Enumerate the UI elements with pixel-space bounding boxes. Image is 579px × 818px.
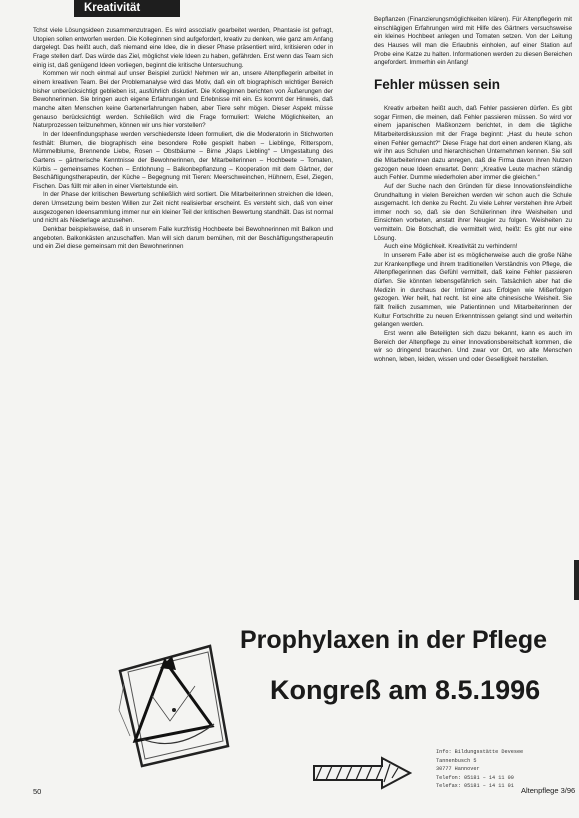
right-text-column: [374, 16, 572, 365]
page-edge-bar: [574, 560, 579, 600]
section-heading: Fehler müssen sein: [374, 76, 501, 92]
ad-address: [436, 748, 523, 791]
body-paragraph: In unserem Falle aber ist es möglicherweise auch die große Nähe zur Krankenpflege und ihrem traditionellen Verständnis von Pflege, die Altenpflegerinnen das Gefühl vermittelt, daß keine Fehler passieren dürfen. Sie könnten lebensgefährlich sein. Tatsächlich aber hat die Medizin in durchaus der Irrtümer aus Erfolgen wie Mißerfolgen gezogen. Wer heilt, hat recht. Ist eine alte chinesische Weisheit. Sie fällt freilich zusammen, wie Patientinnen und Mitarbeiterinnen der Kultur Fortschritte zu neuen Erkenntnissen gelangt sind und weiterhin gelangen werden.: [374, 252, 572, 329]
body-paragraph: Auf der Suche nach den Gründen für diese Innovationsfeindliche Grundhaltung in vielen Bereichen werden wir schon auch die Schule ausgemacht. Ich denke zu Recht. Zu viele Lehrer verstehen ihre Arbeit immer noch so, daß sie den Schülerinnen ihre Weisheiten und Einsichten vorbeten, anstatt ihrer Neugier zu folgen. Weisheiten zu vermitteln. Die Botschaft, die vermittelt wird, heißt: Es gibt nur eine Lösung.: [374, 182, 572, 242]
left-text-column: [33, 27, 333, 252]
triangle-sketch-illustration: [100, 626, 240, 781]
section-label: Kreativität: [74, 0, 180, 17]
intro-paragraph: Bepflanzen (Finanzierungsmöglichkeiten klären). Für Altenpflegerin mit einschlägigen Erfahrungen wird mit Hilfe des Gärtners versuchsweise ein kleines Hochbeet anlegen und Tomaten setzen. Von der Leitung des Hauses will man die Erlaubnis einholen, auf einer Station auf Probe eine Katze zu halten. Informationen werden zu diesen Bereichen angefordert. Immerhin ein Anfang!: [374, 16, 572, 67]
footer-source: Altenpflege 3/96: [521, 786, 576, 795]
ad-date: Kongreß am 8.5.1996: [270, 675, 541, 705]
body-paragraph: In der Phase der kritischen Bewertung schließlich wird sortiert. Die Mitarbeiterinnen streichen die Ideen, deren Umsetzung beim besten Willen zur Zeit nicht realisierbar erscheint. Es versteht sich, daß von einer ausgezogenen Ideensammlung immer nur ein kleiner Teil der kritischen Bewertung standhält. Das ist normal und nicht als Niederlage anzusehen.: [33, 191, 333, 225]
body-paragraph: In der Ideenfindungsphase werden verschiedenste Ideen formuliert, die die Moderatorin in Stichworten festhält: Blumen, die biographisch eine besondere Rolle gespielt haben – Lieblinge, Rittersporn, Mümmelblume, Brennende Liebe, Rosen – Obstbäume – Birne „Klaps Liebling“ – Umgestaltung des Gartens – gärtnerische Kenntnisse der Bewohnerinnen, der Mitarbeiterinnen – Hochbeete – Tomaten, Kürbis – gemeinsames Kochen – Entlohnung – Balkonbepflanzung – Kooperation mit dem Gärtner, der Beschäftigungstherapeutin, der Küche – Begegnung mit Tieren: Meerschweinchen, Hühnern, Esel, Ziegen, Fischen. Das füllt mir allen in einer Viertelstunde ein.: [33, 130, 333, 190]
body-paragraph: Auch eine Möglichkeit. Kreativität zu verhindern!: [384, 243, 518, 251]
right-body: [374, 105, 572, 365]
address-line: Telefon: 05181 – 14 11 00: [436, 774, 514, 781]
address-line: Tannenbusch 5: [436, 757, 477, 764]
page-number: 50: [33, 787, 42, 796]
address-line: Telefax: 05181 – 14 11 01: [436, 783, 514, 789]
congress-advertisement: [100, 596, 572, 806]
body-paragraph: Erst wenn alle Beteiligten sich dazu bekannt, kann es auch im Bereich der Altenpflege zu einer Innovationsbereitschaft kommen, die wir so dringend brauchen. Und zwar vor Ort, wo alte Menschen wohnen, leben, leiden, wissen und oder Geselligkeit herstellen.: [374, 330, 572, 363]
body-paragraph: Kommen wir noch einmal auf unser Beispiel zurück! Nehmen wir an, unsere Altenpflegerin arbeitet in einem kreativen Team. Bei der Problemanalyse wird das Motiv, daß ein oft biographisch wichtiger Bereich bisher unberücksichtigt geblieben ist, ausführlich diskutiert. Die Kolleginnen berichten von Äußerungen der Bewohnerinnen. Sie bringen auch eigene Erfahrungen und Erlebnisse mit ein. Es kommt der Hinweis, daß manche alten Menschen keine Gartenerfahrungen haben, aber Tiere sehr mögen. Dieser Aspekt müsse genauso berücksichtigt werden. Schließlich wird die Frage formuliert: Welche Möglichkeiten, an Naturprozessen teilzunehmen, können wir uns hier vorstellen?: [33, 70, 333, 130]
body-paragraph: Kreativ arbeiten heißt auch, daß Fehler passieren dürfen. Es gibt sogar Firmen, die meinen, daß Fehler passieren müssen. So wird vor einem japanischen Maßkonzern berichtet, in dem die tägliche Mitarbeiterdiskussion mit der Frage beginnt: „Hast du heute schon einen Fehler gemacht?“ Diese Frage hat dort einen anderen Klang, als wir ihn aus Schulen und hierarchischen Unternehmen kennen. Sie soll die Mitarbeiterinnen dazu anregen, daß die Firma davon ihren Nutzen gezogen neue Ideen erwartet. Denn: „Kreative Leute machen ständig auch Fehler. Dumme wiederholen aber immer die gleichen.“: [374, 104, 572, 182]
ad-title: Prophylaxen in der Pflege: [240, 626, 548, 654]
body-paragraph: Tchst viele Lösungsideen zusammenzutragen. Es wird assoziativ gearbeitet werden, Phantasie ist gefragt, Utopien sollen entworfen werden. Die Kolleginnen sind aufgefordert, kreativ zu denken, wie ganz am Anfang dargelegt. Das heißt auch, daß niemand eine Idee, die in dieser Phase präsentiert wird, kritisieren oder in Frage stellen darf. Das würde das Ziel, möglichst viele Ideen zu haben, gefährden. Erst wenn das Team sich einig ist, daß genügend Ideen vorliegen, beginnt die kritische Untersuchung.: [33, 27, 333, 69]
arrow-right-icon: [312, 756, 412, 795]
address-line: 30777 Hannover: [436, 766, 480, 772]
address-line: Info: Bildungsstätte Devesee: [436, 749, 524, 755]
body-paragraph: Denkbar beispielsweise, daß in unserem Falle kurzfristig Hochbeete bei Bewohnerinnen mit Balkon und angeboten. Balkonkästen anzuschaffen. Man will sich darum bemühen, mit der Beschäftigungstherapeutin und ein Ziel diese gemeinsam mit den Bewohnerinnen: [33, 226, 333, 251]
